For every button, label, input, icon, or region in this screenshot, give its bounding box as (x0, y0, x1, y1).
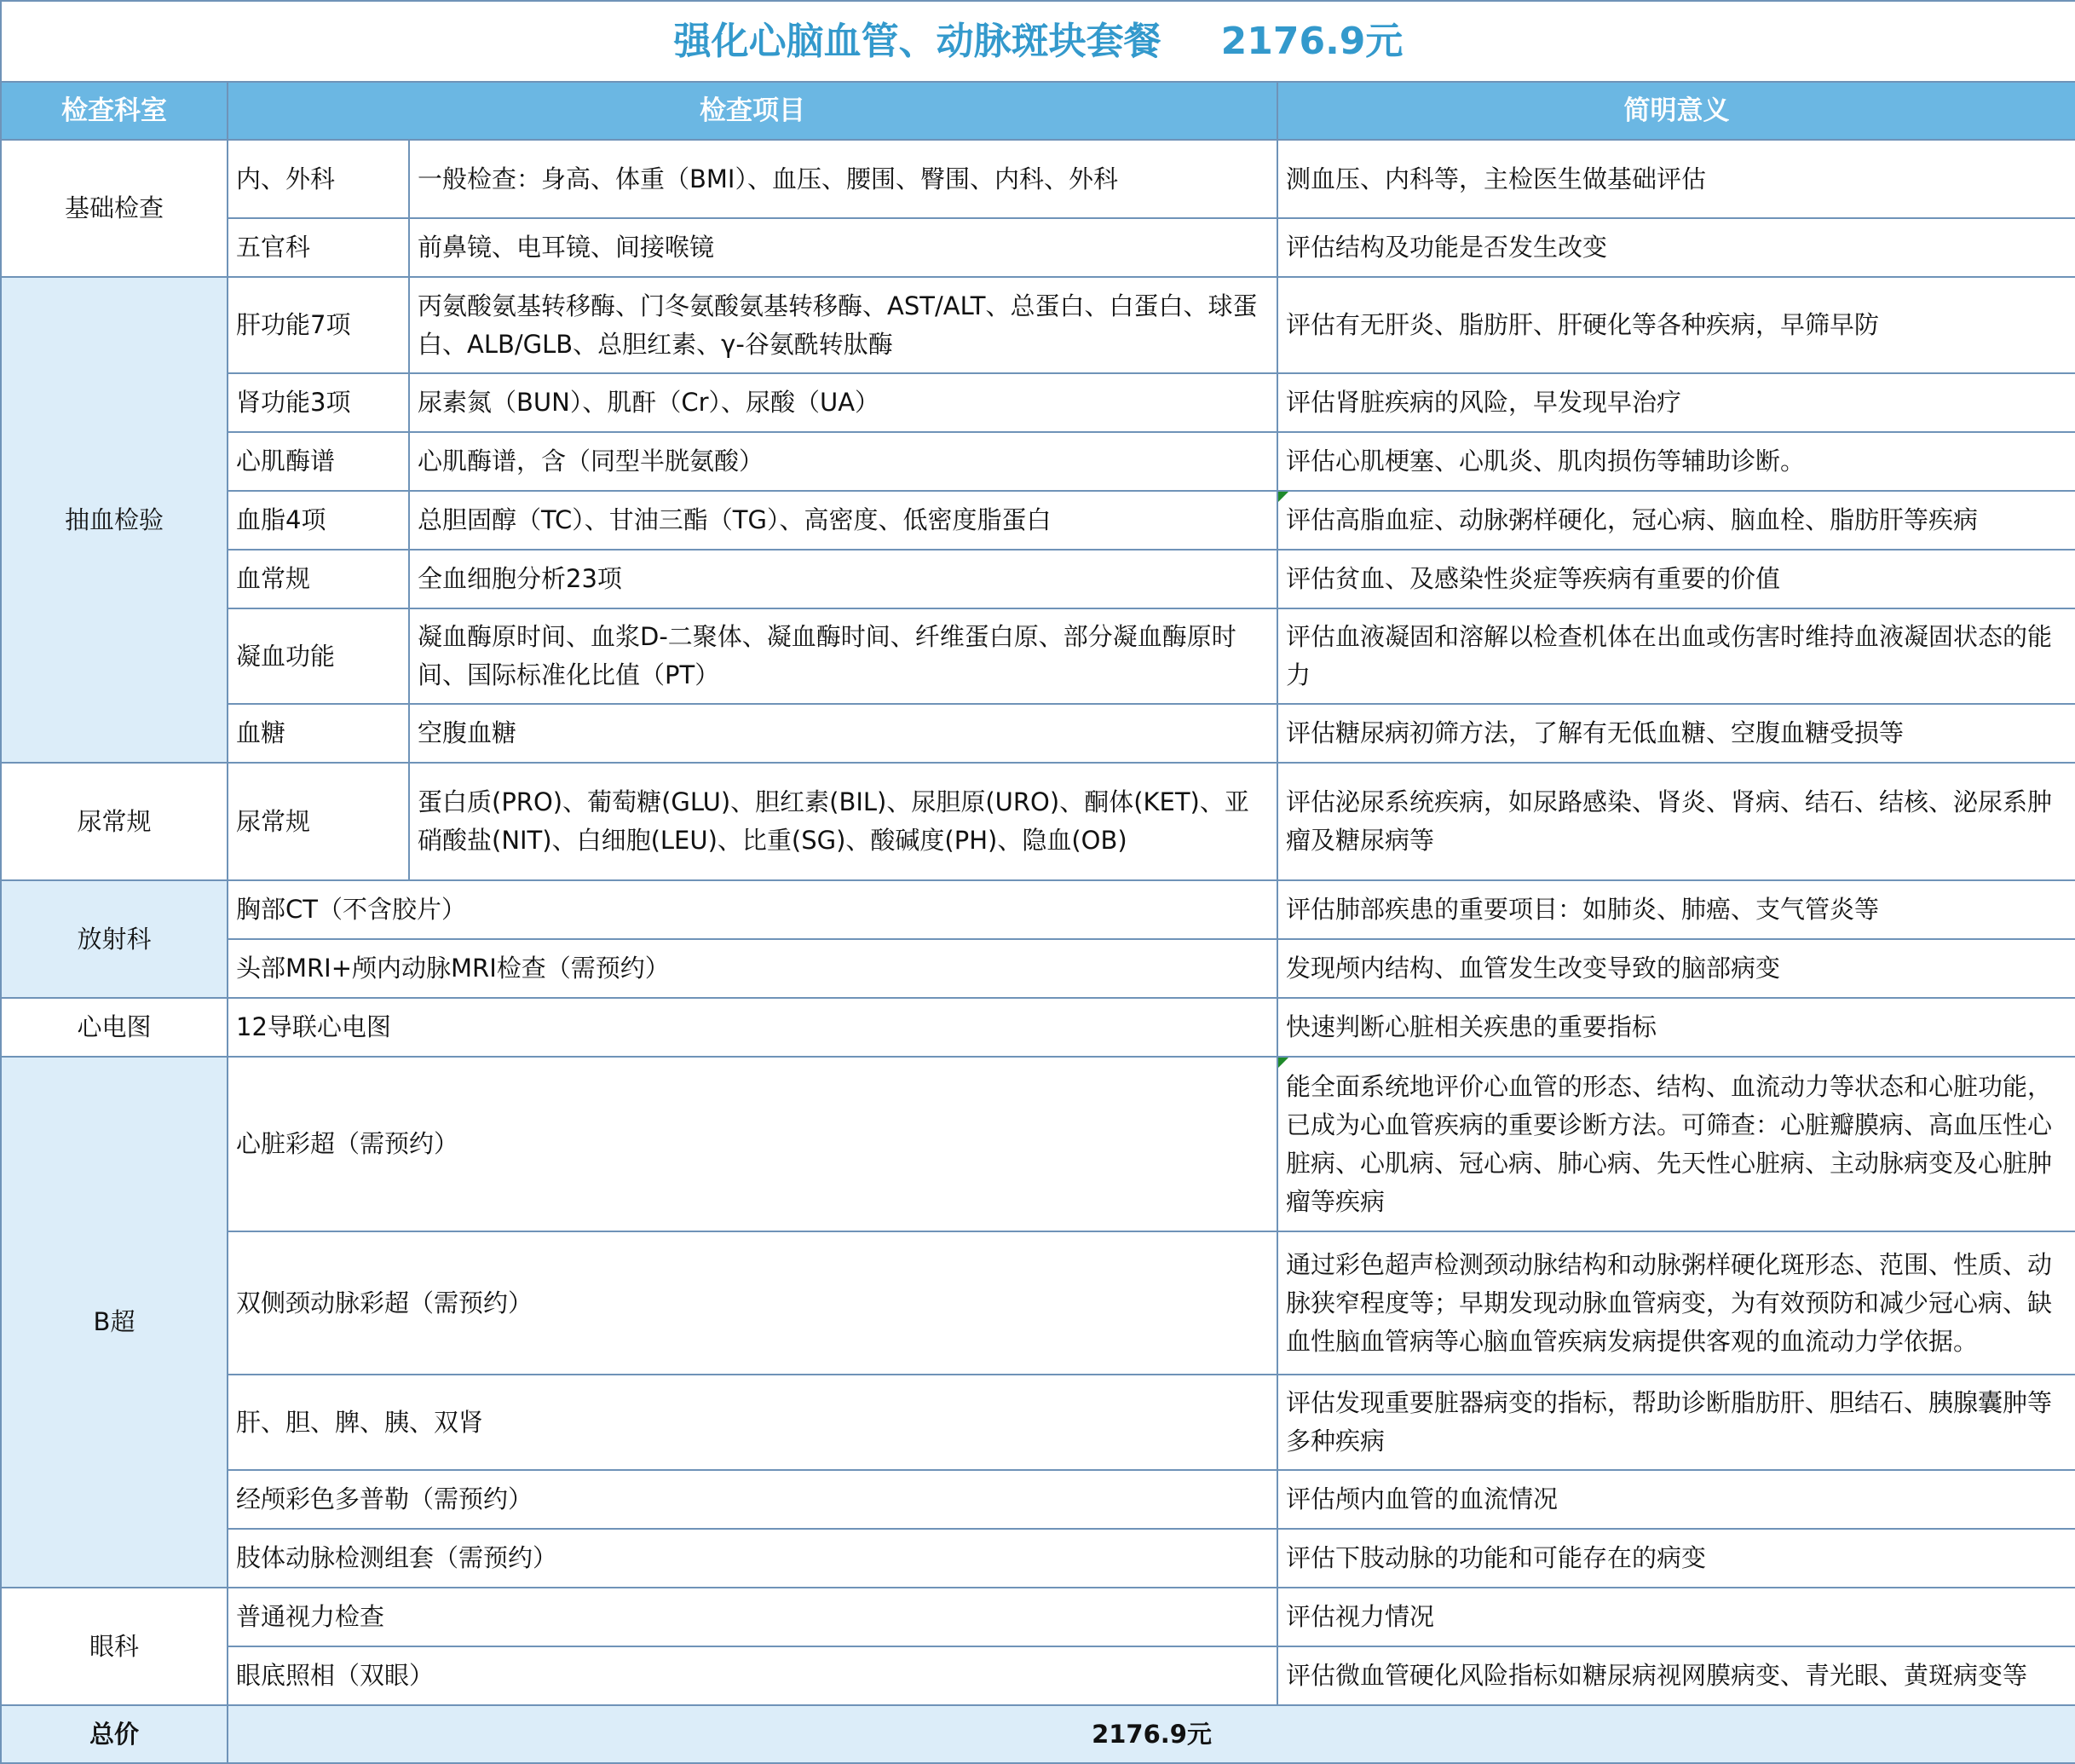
dept-cell-radiology: 放射科 (1, 880, 228, 998)
item-cell: 丙氨酸氨基转移酶、门冬氨酸氨基转移酶、AST/ALT、总蛋白、白蛋白、球蛋白、ALB/GLB、总胆红素、γ-谷氨酰转肽酶 (409, 277, 1277, 373)
item-cell: 全血细胞分析23项 (409, 550, 1277, 608)
meaning-cell: 快速判断心脏相关疾患的重要指标 (1277, 998, 2075, 1057)
header-meaning: 简明意义 (1277, 82, 2075, 140)
package-price: 2176.9元 (1220, 19, 1404, 63)
table-row (1, 1375, 2075, 1470)
sub-dept-cell: 血脂4项 (228, 491, 409, 550)
item-cell: 前鼻镜、电耳镜、间接喉镜 (409, 218, 1277, 277)
table-row (1, 1588, 2075, 1646)
item-cell: 头部MRI+颅内动脉MRI检查（需预约） (228, 939, 1277, 998)
table-row (1, 218, 2075, 277)
meaning-cell: 评估发现重要脏器病变的指标，帮助诊断脂肪肝、胆结石、胰腺囊肿等多种疾病 (1277, 1375, 2075, 1470)
table-row (1, 1231, 2075, 1375)
dept-cell-eye: 眼科 (1, 1588, 228, 1705)
dept-cell-basic: 基础检查 (1, 140, 228, 277)
total-row (1, 1705, 2075, 1763)
item-cell: 普通视力检查 (228, 1588, 1277, 1646)
meaning-cell: 评估肾脏疾病的风险，早发现早治疗 (1277, 373, 2075, 432)
table-row (1, 373, 2075, 432)
table-row (1, 998, 2075, 1057)
item-cell: 蛋白质(PRO)、葡萄糖(GLU)、胆红素(BIL)、尿胆原(URO)、酮体(KET)、亚硝酸盐(NIT)、白细胞(LEU)、比重(SG)、酸碱度(PH)、隐血(OB) (409, 763, 1277, 880)
item-cell: 尿素氮（BUN）、肌酐（Cr）、尿酸（UA） (409, 373, 1277, 432)
meaning-cell: 测血压、内科等，主检医生做基础评估 (1277, 140, 2075, 218)
meaning-text: 评估高脂血症、动脉粥样硬化，冠心病、脑血栓、脂肪肝等疾病 (1286, 505, 1979, 534)
item-cell: 胸部CT（不含胶片） (228, 880, 1277, 939)
table-row (1, 939, 2075, 998)
sub-dept-cell: 凝血功能 (228, 608, 409, 704)
table-row (1, 608, 2075, 704)
table-row (1, 1646, 2075, 1705)
meaning-cell: 发现颅内结构、血管发生改变导致的脑部病变 (1277, 939, 2075, 998)
sub-dept-cell: 肝功能7项 (228, 277, 409, 373)
meaning-cell: 评估有无肝炎、脂肪肝、肝硬化等各种疾病，早筛早防 (1277, 277, 2075, 373)
table-row (1, 880, 2075, 939)
table-row (1, 550, 2075, 608)
total-label: 总价 (1, 1705, 228, 1763)
package-title (1, 1, 2075, 82)
sub-dept-cell: 肾功能3项 (228, 373, 409, 432)
meaning-cell: 评估血液凝固和溶解以检查机体在出血或伤害时维持血液凝固状态的能力 (1277, 608, 2075, 704)
sub-dept-cell: 五官科 (228, 218, 409, 277)
sub-dept-cell: 内、外科 (228, 140, 409, 218)
meaning-cell: 评估肺部疾患的重要项目：如肺炎、肺癌、支气管炎等 (1277, 880, 2075, 939)
item-cell: 眼底照相（双眼） (228, 1646, 1277, 1705)
table-row (1, 491, 2075, 550)
meaning-cell: 评估下肢动脉的功能和可能存在的病变 (1277, 1529, 2075, 1588)
comment-marker (1278, 1058, 1288, 1068)
item-cell: 双侧颈动脉彩超（需预约） (228, 1231, 1277, 1375)
sub-dept-cell: 尿常规 (228, 763, 409, 880)
table-row (1, 763, 2075, 880)
header-item: 检查项目 (228, 82, 1277, 140)
total-value: 2176.9元 (228, 1705, 2075, 1763)
item-cell: 经颅彩色多普勒（需预约） (228, 1470, 1277, 1529)
sub-dept-cell: 血糖 (228, 704, 409, 763)
meaning-cell: 评估视力情况 (1277, 1588, 2075, 1646)
meaning-cell: 通过彩色超声检测颈动脉结构和动脉粥样硬化斑形态、范围、性质、动脉狭窄程度等；早期发现动脉血管病变，为有效预防和减少冠心病、缺血性脑血管病等心脑血管疾病发病提供客观的血流动力学依据。 (1277, 1231, 2075, 1375)
meaning-cell: 评估心肌梗塞、心肌炎、肌肉损伤等辅助诊断。 (1277, 432, 2075, 491)
table-row (1, 432, 2075, 491)
meaning-cell: 评估颅内血管的血流情况 (1277, 1470, 2075, 1529)
meaning-cell: 评估结构及功能是否发生改变 (1277, 218, 2075, 277)
sub-dept-cell: 血常规 (228, 550, 409, 608)
meaning-cell: 评估微血管硬化风险指标如糖尿病视网膜病变、青光眼、黄斑病变等 (1277, 1646, 2075, 1705)
item-cell: 一般检查：身高、体重（BMI）、血压、腰围、臀围、内科、外科 (409, 140, 1277, 218)
header-row (1, 82, 2075, 140)
meaning-cell (1277, 1057, 2075, 1231)
item-cell: 总胆固醇（TC）、甘油三酯（TG）、高密度、低密度脂蛋白 (409, 491, 1277, 550)
sub-dept-cell: 心肌酶谱 (228, 432, 409, 491)
dept-cell-urine: 尿常规 (1, 763, 228, 880)
meaning-cell: 评估泌尿系统疾病，如尿路感染、肾炎、肾病、结石、结核、泌尿系肿瘤及糖尿病等 (1277, 763, 2075, 880)
meaning-cell (1277, 491, 2075, 550)
item-cell: 心肌酶谱，含（同型半胱氨酸） (409, 432, 1277, 491)
dept-cell-ecg: 心电图 (1, 998, 228, 1057)
package-name: 强化心脑血管、动脉斑块套餐 (673, 19, 1161, 63)
item-cell: 12导联心电图 (228, 998, 1277, 1057)
header-dept: 检查科室 (1, 82, 228, 140)
table-row (1, 1470, 2075, 1529)
table-row (1, 1529, 2075, 1588)
dept-cell-bscan: B超 (1, 1057, 228, 1588)
item-cell: 肝、胆、脾、胰、双肾 (228, 1375, 1277, 1470)
table-row (1, 140, 2075, 218)
item-cell: 肢体动脉检测组套（需预约） (228, 1529, 1277, 1588)
table-row (1, 277, 2075, 373)
meaning-cell: 评估糖尿病初筛方法，了解有无低血糖、空腹血糖受损等 (1277, 704, 2075, 763)
title-row (1, 1, 2075, 82)
meaning-cell: 评估贫血、及感染性炎症等疾病有重要的价值 (1277, 550, 2075, 608)
meaning-text: 能全面系统地评价心血管的形态、结构、血流动力等状态和心脏功能，已成为心血管疾病的重要诊断方法。可筛查：心脏瓣膜病、高血压性心脏病、心肌病、冠心病、肺心病、先天性心脏病、主动脉病变及心脏肿瘤等疾病 (1286, 1071, 2053, 1216)
table-row (1, 704, 2075, 763)
item-cell: 心脏彩超（需预约） (228, 1057, 1277, 1231)
item-cell: 凝血酶原时间、血浆D-二聚体、凝血酶时间、纤维蛋白原、部分凝血酶原时间、国际标准化比值（PT） (409, 608, 1277, 704)
dept-cell-blood: 抽血检验 (1, 277, 228, 763)
item-cell: 空腹血糖 (409, 704, 1277, 763)
table-row (1, 1057, 2075, 1231)
comment-marker (1278, 492, 1288, 502)
